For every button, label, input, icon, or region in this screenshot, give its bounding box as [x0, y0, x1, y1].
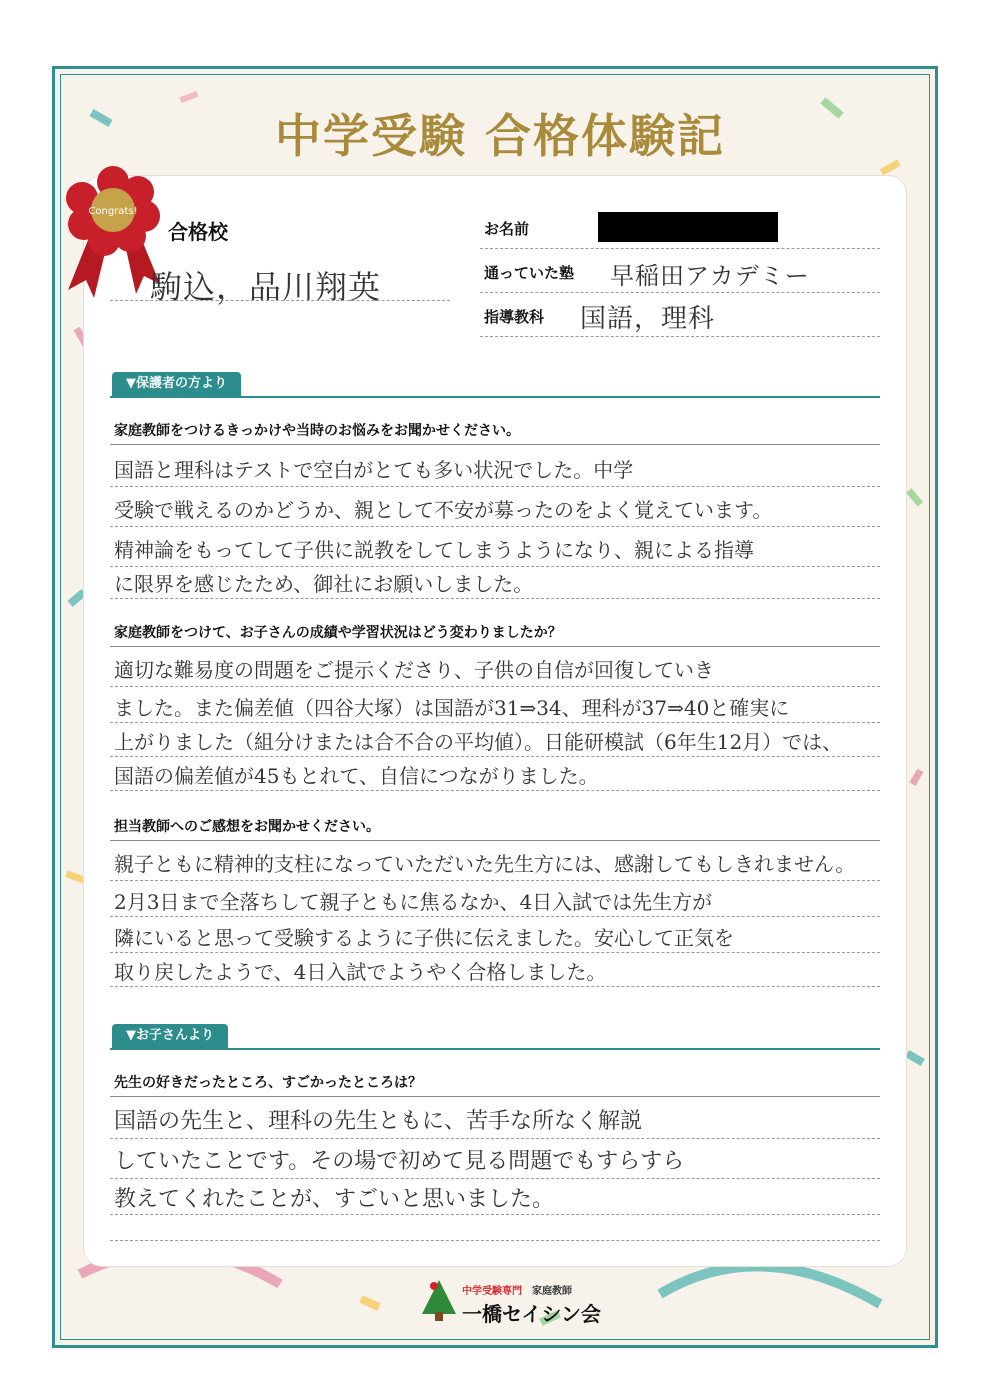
- parent-answer-3-line: 隣にいると思って受験するように子供に伝えました。安心して正気を: [114, 926, 734, 950]
- tree-logo-icon: [420, 1278, 458, 1322]
- child-answer-line: 国語の先生と、理科の先生ともに、苦手な所なく解説: [114, 1109, 643, 1134]
- subject-value: 国語，理科: [580, 304, 716, 334]
- answer-rule: [110, 952, 880, 953]
- juku-label: 通っていた塾: [484, 264, 575, 282]
- answer-rule: [110, 1178, 880, 1179]
- subject-label: 指導教科: [484, 308, 545, 326]
- answer-rule: [110, 916, 880, 917]
- name-label: お名前: [484, 220, 530, 238]
- parent-answer-2-line: 適切な難易度の問題をご提示くださり、子供の自信が回復していき: [114, 658, 714, 682]
- child-section-rule: [110, 1048, 880, 1050]
- answer-rule: [110, 756, 880, 757]
- school-value: 駒込，品川翔英: [150, 268, 382, 306]
- answer-rule: [110, 1214, 880, 1215]
- juku-value: 早稲田アカデミー: [610, 262, 810, 290]
- child-q1-rule: [110, 1096, 880, 1097]
- answer-rule: [110, 1240, 880, 1241]
- answer-rule: [110, 986, 880, 987]
- name-redaction: [598, 212, 778, 242]
- footer-brand: 一橋セイシン会: [462, 1302, 601, 1326]
- school-underline: [110, 300, 450, 301]
- answer-rule: [110, 1138, 880, 1139]
- juku-underline: [480, 292, 880, 293]
- parent-section-rule: [110, 396, 880, 398]
- parent-question-2: 家庭教師をつけて、お子さんの成績や学習状況はどう変わりましたか？: [114, 625, 562, 641]
- school-label: 合格校: [168, 220, 228, 244]
- parent-answer-1-line: 受験で戦えるのかどうか、親として不安が募ったのをよく覚えています。: [114, 498, 773, 522]
- badge-text: Congrats!: [88, 206, 138, 217]
- name-underline: [480, 248, 880, 249]
- parent-answer-3-line: 取り戻したようで、4日入試でようやく合格しました。: [114, 960, 607, 984]
- answer-rule: [110, 790, 880, 791]
- child-answer-line: 教えてくれたことが、すごいと思いました。: [114, 1187, 555, 1212]
- subject-underline: [480, 336, 880, 337]
- parent-answer-3-line: 2月3日まで全落ちして親子ともに焦るなか、4日入試では先生方が: [114, 890, 713, 914]
- parent-answer-2-line: ました。また偏差値（四谷大塚）は国語が31⇒34、理科が37⇒40と確実に: [114, 696, 790, 720]
- page-title: 中学受験 合格体験記: [274, 109, 725, 163]
- child-section-tag: ▼お子さんより: [112, 1024, 228, 1048]
- parent-section-tag: ▼保護者の方より: [112, 372, 241, 396]
- q3-rule: [110, 840, 880, 841]
- child-question-1: 先生の好きだったところ、すごかったところは？: [114, 1075, 422, 1091]
- q2-rule: [110, 646, 880, 647]
- answer-rule: [110, 566, 880, 567]
- answer-rule: [110, 486, 880, 487]
- parent-answer-2-line: 国語の偏差値が45もとれて、自信につながりました。: [114, 764, 599, 788]
- answer-rule: [110, 526, 880, 527]
- answer-rule: [110, 722, 880, 723]
- parent-answer-2-line: 上がりました（組分けまたは合不合の平均値）。日能研模試（6年生12月）では、: [114, 730, 843, 754]
- footer-tagline-2: 家庭教師: [532, 1286, 572, 1297]
- answer-rule: [110, 598, 880, 599]
- answer-rule: [110, 880, 880, 881]
- parent-answer-1-line: に限界を感じたため、御社にお願いしました。: [114, 572, 534, 596]
- parent-answer-1-line: 精神論をもってして子供に説教をしてしまうようになり、親による指導: [114, 538, 754, 562]
- child-answer-line: していたことです。その場で初めて見る問題でもすらすら: [114, 1149, 685, 1174]
- q1-rule: [110, 444, 880, 445]
- parent-question-3: 担当教師へのご感想をお聞かせください。: [114, 819, 380, 835]
- parent-answer-3-line: 親子ともに精神的支柱になっていただいた先生方には、感謝してもしきれません。: [114, 852, 856, 876]
- footer-tagline-1: 中学受験専門: [462, 1286, 522, 1297]
- content-card: [84, 176, 906, 1266]
- parent-answer-1-line: 国語と理科はテストで空白がとても多い状況でした。中学: [114, 458, 634, 482]
- parent-question-1: 家庭教師をつけるきっかけや当時のお悩みをお聞かせください。: [114, 423, 520, 439]
- answer-rule: [110, 686, 880, 687]
